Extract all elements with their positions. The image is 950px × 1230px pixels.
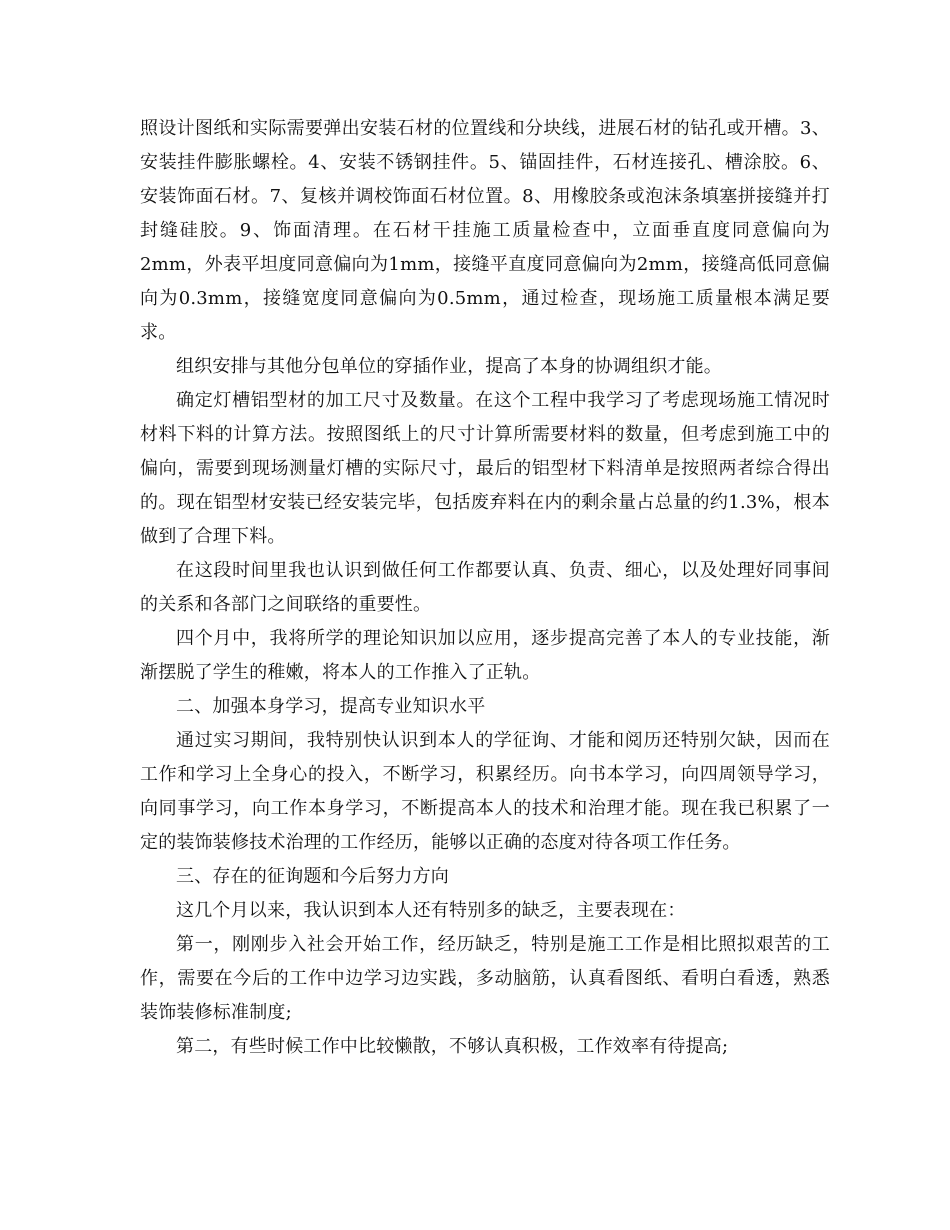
- section-heading-study: 二、加强本身学习，提高专业知识水平: [176, 696, 486, 717]
- paragraph-construction-steps: 照设计图纸和实际需要弹出安装石材的位置线和分块线，进展石材的钻孔或开槽。3、安装挂件膨胀螺栓。4、安装不锈钢挂件。5、锚固挂件，石材连接孔、槽涂胶。6、安装饰面石材。7、复核并调校饰面石材位置。8、用橡胶条或泡沫条填塞拼接缝并打封缝硅胶。9、饰面清理。在石材干挂施工质量检查中，立面垂直度同意偏向为2mm，外表平坦度同意偏向为1mm，接缝平直度同意偏向为2mm，接缝高低同意偏向为0.3mm，接缝宽度同意偏向为0.5mm，通过检查，现场施工质量根本满足要求。: [140, 118, 830, 343]
- document-body: [140, 112, 830, 1064]
- paragraph-shortcomings-intro: 这几个月以来，我认识到本人还有特别多的缺乏，主要表现在：: [176, 900, 686, 921]
- paragraph-second-shortcoming: 第二，有些时候工作中比较懒散，不够认真积极，工作效率有待提高;: [176, 1036, 729, 1057]
- paragraph-internship-learning: 通过实习期间，我特别快认识到本人的学征询、才能和阅历还特别欠缺，因而在工作和学习上全身心的投入，不断学习，积累经历。向书本学习，向四周领导学习，向同事学习，向工作本身学习，不断提高本人的技术和治理才能。现在我已积累了一定的装饰装修技术治理的工作经历，能够以正确的态度对待各项工作任务。: [140, 730, 830, 853]
- paragraph-first-shortcoming: 第一，刚刚步入社会开始工作，经历缺乏，特别是施工工作是相比照拟艰苦的工作，需要在今后的工作中边学习边实践，多动脑筋，认真看图纸、看明白看透，熟悉装饰装修标准制度;: [140, 934, 830, 1023]
- section-heading-problems: 三、存在的征询题和今后努力方向: [176, 866, 449, 887]
- paragraph-aluminum-profiles: 确定灯槽铝型材的加工尺寸及数量。在这个工程中我学习了考虑现场施工情况时材料下料的计算方法。按照图纸上的尺寸计算所需要材料的数量，但考虑到施工中的偏向，需要到现场测量灯槽的实际尺寸，最后的铝型材下料清单是按照两者综合得出的。现在铝型材安装已经安装完毕，包括废弃料在内的剩余量占总量的约1.3%，根本做到了合理下料。: [140, 390, 830, 547]
- paragraph-four-months: 四个月中，我将所学的理论知识加以应用，逐步提高完善了本人的专业技能，渐渐摆脱了学生的稚嫩，将本人的工作推入了正轨。: [140, 628, 830, 683]
- paragraph-coordination: 组织安排与其他分包单位的穿插作业，提高了本身的协调组织才能。: [176, 356, 722, 377]
- paragraph-work-attitude: 在这段时间里我也认识到做任何工作都要认真、负责、细心，以及处理好同事间的关系和各部门之间联络的重要性。: [140, 560, 830, 615]
